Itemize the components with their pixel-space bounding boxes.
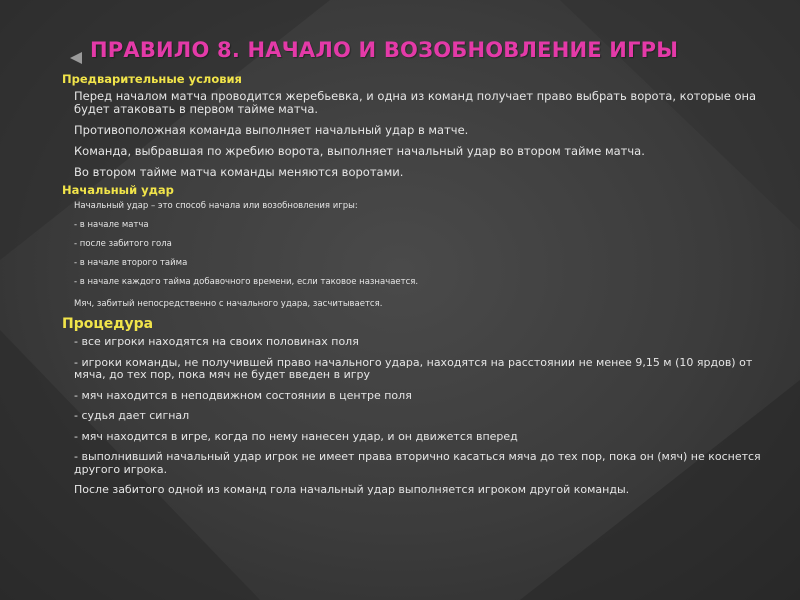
paragraph-kickoff-definition: Начальный удар – это способ начала или возобновления игры:: [74, 201, 358, 211]
paragraph-direct-goal: Мяч, забитый непосредственно с начального удара, засчитывается.: [74, 299, 383, 309]
list-item-match-start: - в начале матча: [74, 220, 149, 230]
list-item-distance: - игроки команды, не получившей право начального удара, находятся на расстоянии не менее 9,15 м (10 ярдов) от мяча, до тех пор, пока мяч не будет введен в игру: [74, 355, 753, 381]
list-item-ball-in-play: - мяч находится в игре, когда по нему нанесен удар, и он движется вперед: [74, 429, 518, 443]
list-item-extra-time: - в начале каждого тайма добавочного времени, если таковое назначается.: [74, 277, 419, 287]
slide-title: ПРАВИЛО 8. НАЧАЛО И ВОЗОБНОВЛЕНИЕ ИГРЫ: [90, 38, 679, 62]
list-item-second-half: - в начале второго тайма: [74, 258, 188, 268]
heading-kickoff: Начальный удар: [62, 183, 174, 197]
paragraph-after-goal-kickoff: После забитого одной из команд гола начальный удар выполняется игроком другой команды.: [74, 483, 630, 496]
paragraph-draw: Перед началом матча проводится жеребьевка, и одна из команд получает право выбрать ворота, которые она будет атаковать в первом тайме матча.: [74, 89, 757, 116]
paragraph-opponent-kickoff: Противоположная команда выполняет начальный удар в матче.: [74, 123, 469, 137]
paragraph-second-half-kickoff: Команда, выбравшая по жребию ворота, выполняет начальный удар во втором тайме матча.: [74, 144, 645, 158]
heading-procedure: Процедура: [62, 316, 154, 332]
heading-preconditions: Предварительные условия: [62, 72, 242, 86]
paragraph-switch-ends: Во втором тайме матча команды меняются воротами.: [74, 165, 404, 179]
list-item-stationary-ball: - мяч находится в неподвижном состоянии в центре поля: [74, 388, 412, 402]
list-item-after-goal: - после забитого гола: [74, 239, 172, 249]
slide-content: [62, 72, 774, 505]
list-item-referee-signal: - судья дает сигнал: [74, 409, 190, 422]
list-item-second-touch: - выполнивший начальный удар игрок не имеет права вторично касаться мяча до тех пор, пока он (мяч) не коснется другого игрока.: [74, 450, 761, 476]
list-item-own-halves: - все игроки находятся на своих половинах поля: [74, 335, 359, 348]
